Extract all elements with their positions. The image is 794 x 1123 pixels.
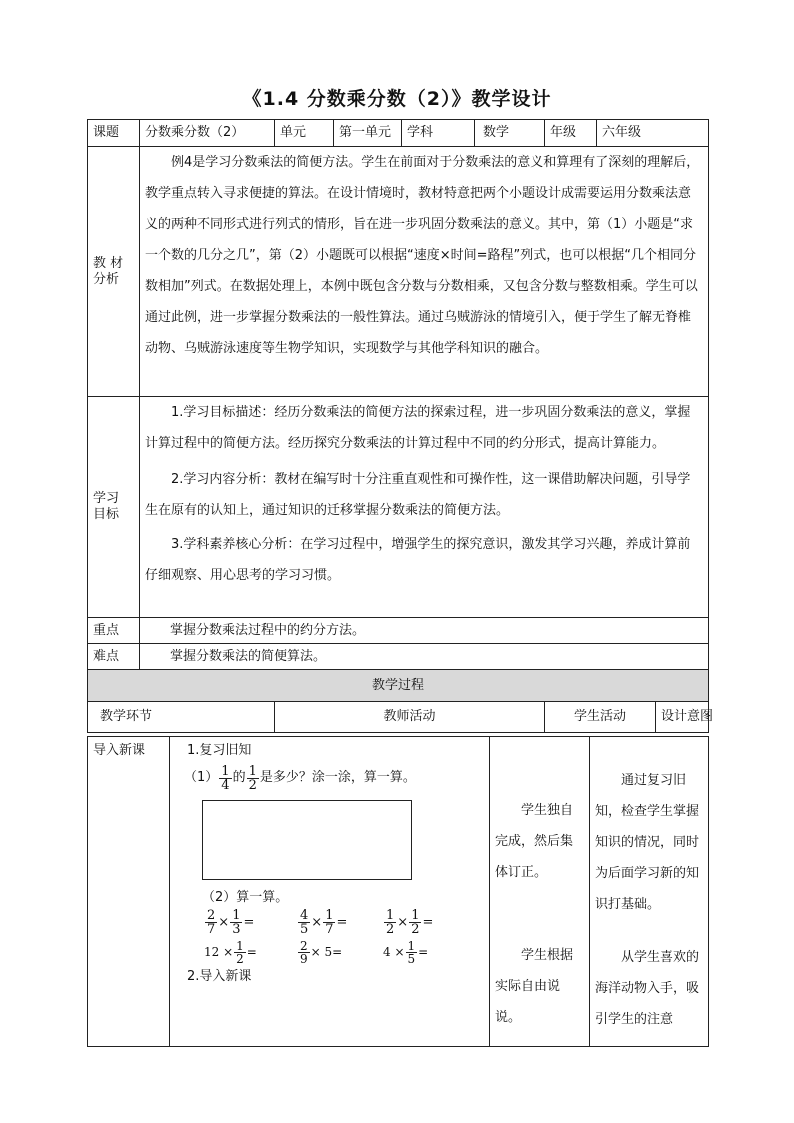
key-point-label: 重点 xyxy=(88,618,140,644)
ex1-a-den: 7 xyxy=(207,922,216,938)
grade-value: 六年级 xyxy=(597,120,709,147)
lesson-plan-table xyxy=(87,119,714,733)
student-activity-2: 学生根据实际自由说说。 xyxy=(495,948,574,1025)
ex3-a-num: 1 xyxy=(386,908,395,924)
ex3-b-num: 1 xyxy=(411,908,420,924)
analysis-label: 教 材 分析 xyxy=(88,147,140,397)
ex1-b-den: 3 xyxy=(232,922,241,938)
ex2-b-num: 1 xyxy=(325,908,334,924)
ex1-b-num: 1 xyxy=(232,908,241,924)
difficulty-row xyxy=(88,644,709,670)
ex2-a-den: 5 xyxy=(300,922,309,938)
ex6-eq: = xyxy=(418,945,429,960)
difficulty-text: 掌握分数乘法的简便算法。 xyxy=(140,644,709,670)
ex2-eq: = xyxy=(336,915,348,931)
question-2: （2）算一算。 xyxy=(202,889,289,905)
exercise-3 xyxy=(383,909,471,936)
document-title: 《1.4 分数乘分数（2）》教学设计 xyxy=(242,88,552,110)
topic-label: 课题 xyxy=(88,120,140,147)
key-point-row xyxy=(88,618,709,644)
ex4-lead: 12 × xyxy=(204,945,234,960)
question-1 xyxy=(184,765,484,792)
ex3-a-den: 2 xyxy=(386,922,395,938)
ex4-b-den: 2 xyxy=(236,952,244,967)
col-teacher-header: 教师活动 xyxy=(275,702,545,733)
process-body-table xyxy=(87,736,709,1047)
exercise-6 xyxy=(383,940,471,965)
exercise-row-2 xyxy=(204,940,484,965)
design-intent-cell xyxy=(590,737,709,1047)
q1-frac-b-num: 1 xyxy=(248,763,257,779)
ex3-b-den: 2 xyxy=(411,922,420,938)
q1-of: 的 xyxy=(232,770,246,786)
exercise-5 xyxy=(297,940,383,965)
col-stage-header xyxy=(88,702,275,733)
ex4-eq: = xyxy=(246,945,257,960)
q1-frac-a-num: 1 xyxy=(221,763,230,779)
ex4-b-num: 1 xyxy=(236,939,244,954)
intro-step-title: 2.导入新课 xyxy=(187,969,252,985)
ex2-a-num: 4 xyxy=(300,908,309,924)
ex1-a-num: 2 xyxy=(207,908,216,924)
topic-value: 分数乘分数（2） xyxy=(140,120,275,147)
subject-value: 数学 xyxy=(475,120,545,147)
ex6-b-num: 1 xyxy=(407,939,416,954)
ex6-b-den: 5 xyxy=(407,952,416,967)
q1-fraction-b xyxy=(247,765,259,792)
student-activity-1: 学生独自完成，然后集体订正。 xyxy=(495,803,574,880)
ex3-op: × xyxy=(397,915,409,931)
shading-rectangle xyxy=(202,800,412,880)
ex2-op: × xyxy=(311,915,323,931)
goal-item-3: 3.学科素养核心分析：在学习过程中，增强学生的探究意识，激发其学习兴趣，养成计算前仔细观察、用心思考的学习习惯。 xyxy=(145,537,691,583)
goal-item-2: 2.学习内容分析：教材在编写时十分注重直观性和可操作性，这一课借助解决问题，引导学生在原有的认知上，通过知识的迁移掌握分数乘法的简便方法。 xyxy=(145,472,691,518)
goals-cell xyxy=(140,397,709,618)
goals-row xyxy=(88,397,709,618)
ex5-a-den: 9 xyxy=(300,952,308,967)
key-point-text: 掌握分数乘法过程中的约分方法。 xyxy=(140,618,709,644)
info-row xyxy=(88,120,709,147)
review-step-title: 1.复习旧知 xyxy=(187,743,252,758)
stage-text: 导入新课 xyxy=(93,743,146,758)
q1-frac-b-den: 2 xyxy=(248,777,257,793)
unit-label: 单元 xyxy=(275,120,334,147)
q1-suffix: 是多少？涂一涂，算一算。 xyxy=(259,770,416,786)
exercise-2 xyxy=(297,909,383,936)
unit-value: 第一单元 xyxy=(334,120,402,147)
grade-label: 年级 xyxy=(545,120,597,147)
ex3-eq: = xyxy=(422,915,434,931)
design-intent-1: 通过复习旧知，检查学生掌握知识的情况，同时为后面学习新的知识打基础。 xyxy=(595,773,700,912)
ex1-op: × xyxy=(218,915,230,931)
q1-prefix: （1） xyxy=(184,770,219,786)
goal-item-1: 1.学习目标描述：经历分数乘法的简便方法的探索过程，进一步巩固分数乘法的意义，掌握计算过程中的简便方法。经历探究分数乘法的计算过程中不同的约分形式，提高计算能力。 xyxy=(145,405,691,451)
difficulty-label: 难点 xyxy=(88,644,140,670)
col-intent-header: 设计意图 xyxy=(656,702,709,733)
process-header-row xyxy=(88,670,709,702)
subject-label: 学科 xyxy=(402,120,475,147)
q1-frac-a-den: 4 xyxy=(221,777,230,793)
process-header: 教学过程 xyxy=(88,670,709,702)
ex6-lead: 4 × xyxy=(383,945,405,960)
exercise-4 xyxy=(204,940,297,965)
goals-label: 学习 目标 xyxy=(88,397,140,618)
analysis-row xyxy=(88,147,709,397)
exercise-row-1 xyxy=(204,909,484,936)
stage-cell xyxy=(88,737,170,1047)
exercise-1 xyxy=(204,909,297,936)
student-activity-cell xyxy=(490,737,590,1047)
design-intent-2: 从学生喜欢的海洋动物入手，吸引学生的注意 xyxy=(595,950,700,1027)
ex5-tail: × 5= xyxy=(310,945,343,960)
col-student-header: 学生活动 xyxy=(545,702,656,733)
analysis-cell xyxy=(140,147,709,397)
col-stage-text: 教学环节 xyxy=(100,709,153,725)
process-columns-row xyxy=(88,702,709,733)
ex5-a-num: 2 xyxy=(300,939,308,954)
ex1-eq: = xyxy=(243,915,255,931)
analysis-text: 例4是学习分数乘法的简便方法。学生在前面对于分数乘法的意义和算理有了深刻的理解后，教学重点转入寻求便捷的算法。在设计情境时，教材特意把两个小题设计成需要运用分数乘法意义的两种不同形式进行列式的情形，旨在进一步巩固分数乘法的意义。其中，第（1）小题是“求一个数的几分之几”，第（2）小题既可以根据“速度×时间=路程”列式，也可以根据“几个相同分数相加”列式。在数据处理上，本例中既包含分数与分数相乘，又包含分数与整数相乘。学生可以通过此例，进一步掌握分数乘法的一般性算法。通过乌贼游泳的情境引入，便于学生了解无脊椎动物、乌贼游泳速度等生物学知识，实现数学与其他学科知识的融合。 xyxy=(145,155,700,356)
q1-fraction-a xyxy=(219,765,231,792)
teacher-activity-cell xyxy=(170,737,490,1047)
ex2-b-den: 7 xyxy=(325,922,334,938)
process-intro-row xyxy=(88,737,709,1047)
